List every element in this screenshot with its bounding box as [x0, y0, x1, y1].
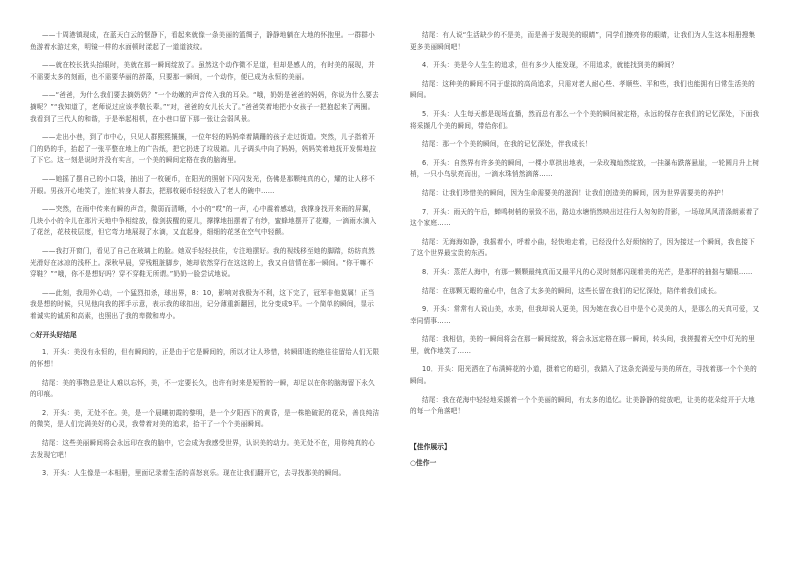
paragraph: 10．开头：阳光洒在了布满鲜花的小道，摄着它的暗引，我踏入了这条充满爱与美的所在，寻找着那一个个美的瞬间。	[410, 365, 757, 386]
paragraph: 1．开头：美没有永恒的，但有瞬间的，正是由于它是瞬间的，所以才让人珍惜，转瞬即逝的绝往往留给人们无限的怀想！	[30, 348, 380, 369]
paragraph: 4．开头：美是今人生生的追求，但有多少人能发现，不用追求，就能找到美的瞬间？	[422, 61, 678, 70]
paragraph: 结尾：有人说“生活缺少的不是美，而是善于发现美的眼睛”，同学们擦亮你的眼睛，让我们为人生这本相册搜集更多美丽瞬间吧！	[410, 31, 756, 51]
paragraph: ——此刻，我用外心动，一个猛烈扣杀，球出界，8：10，影响对我极为不利，这下完了，冠军非他莫属！正当我是想的时候，只见他向我的挥手示意，表示我的球扣出，记分薄重新翻回，比分变成9平。一个简单的瞬间，显示着诚实的诚质和高素，也照出了我的卑微和卑小。	[30, 288, 375, 320]
paragraph: 结尾：让我们珍惜美的瞬间，因为生命需要美的滋润！让我们创造美的瞬间，因为世界需要美的养护！	[422, 188, 728, 197]
spacer	[410, 425, 760, 433]
right-column	[410, 30, 760, 475]
section-subheading: ○佳作一	[410, 458, 437, 467]
paragraph: 结尾：这种美的瞬间不同于虚拟的高尚追求，只需对老人耐心些、孝顺些、平和些，我们也能拥有日常生活美的瞬间。	[410, 79, 755, 100]
paragraph: 7．开头：雨天的午后，蝉鸣树梢的景致不出，路边水塘悄然映出过往行人匆匆的背影，一场琼风风清涤朗素着了这个家庭……	[410, 207, 760, 228]
paragraph: ——突然，在雨中传来有瞬的声音，微弱而清晰，小小的“哎”的一声，心中震着感动，我撑身找开来雨的屏翼，几块小小的伞儿在那片天地中争相绽放，像剑拔醒的夏儿，撑撑地扭摆着了有纱，蜜蜂地摆开了花瓣，一滴雨水滴入了花丝，花枝枝层度，但它弯力地展现了水滴，又直起身，细细的花茎在空气中轻颤。	[30, 205, 377, 237]
paragraph: ——就在校长犹头抬眼时，美就在那一瞬间绽放了。虽然这个动作微不足道，但却是感人的，有时美的展现，并不需要太多的刻画，也不需要华丽的辞藻，只要那一瞬间，一个动作，便已成为永恒的美丽。	[30, 61, 375, 81]
paragraph: 结尾：我相信，美的一瞬间将会在那一瞬间绽放，将会永远定格在那一瞬间，转头间，我搓握着天空中灯光的里里，就作地笑了……	[410, 335, 755, 355]
paragraph: 结尾：美的事物总是让人难以忘怀，美，不一定要长久，也许有时来是短暂的一瞬，却足以在你的脑海留下永久的印痕。	[30, 378, 375, 399]
paragraph: 5．开头：人生每天都是现场直播，然而总有那么一个个美的瞬间被定格，永远的保存在我们的记忆深处，下面我将采撷几个美的瞬间，带给你们。	[410, 109, 760, 130]
paragraph: 6．开头：自然界有许多美的瞬间，一棵小草拱出地表，一朵玫瑰灿然绽放，一挂瀑布跌落悬崖，一轮圆月升上树梢，一只小鸟驮亮而出，一滴水珠悄然滴落……	[410, 158, 760, 179]
section-heading: ○好开头好结尾	[30, 331, 77, 340]
paragraph: 9．开头：常常有人说山美，水美，但我却说人更美，因为她在我心目中是个心灵美的人，是那么的天真可爱，又幸同情事……	[410, 305, 760, 325]
paragraph: 8．开头：蒸茫人海中，有那一颗颗最纯真而又最平凡的心灵时刻都闪现着美的光芒，是那样的抽拙与耀眼……	[422, 267, 753, 276]
paragraph: ——“爸爸，为什么我们要去摘奶奶？”一个幼嫩的声音传入我的耳朵。“哦，奶奶是爸爸的妈妈，你说为什么要去摘呢？”“我知道了，老师说过应该孝敬长辈。”“对，爸爸的女儿长大了。”爸爸笑着地把小女孩子一把抱起来了两圈。我看到了三代人的和谐，于是举起相机，在小巷口留下那一张让会弱风景。	[30, 91, 379, 123]
paragraph: 结尾：这些美丽瞬间将会永远印在我的脑中，它会成为我感受世界，认识美的动力。美无处不在，用你纯真的心去发现它吧！	[30, 439, 375, 459]
paragraph: 结尾：无海海如静，我摇着小，呼着小曲，轻快地走着，已经没什么好烦恼的了，因为接过一个瞬间，我也接下了这个世界最宝贵的东西。	[410, 237, 755, 258]
paragraph: 2．开头：美，无处不在。美，是一个晨曦初霞的黎明，是一个夕阳西下的黄昏，是一株艳破泥的花朵，善良纯洁的微笑，是人们完满美好的心灵，我带着对美的追求，拾干了一个个美丽瞬间。	[30, 408, 380, 429]
paragraph: ——我打开窗门，看见了自己在玻璃上的脸。她双手轻轻扶住，专注地摆好。我的视线移至她的脚踏，纺纺真然光滑好在冰凉的浅杯上。深秋早晨，穿残粗脏脚步，她却依然穿行在这这的上，我又自信情在那一瞬间。“你干嘛不穿鞋？”“哦，你不是想好吗？穿不穿鞋无所谓。”奶奶一脸尝试地说。	[30, 246, 375, 279]
paragraph: 3．开头：人生像是一本相册，里面记录着生活的喜怒哀乐。现在让我们翻开它，去寻找那美的瞬间。	[42, 469, 346, 478]
paragraph: ——她摇了摆自己的小口袋，抽出了一枚硬币，在阳光的照射下闪闪发光，伤佛是那颗纯真的心，耀的让人移不开眼。男孩开心地笑了，连忙转身人群去，把那枚硬币轻轻放入了老人的碗中……	[30, 174, 375, 195]
paragraph: 结尾：我在花海中轻轻地采撷着一个个美丽的瞬间，有太多的追忆。让美静静的绽放吧，让美的花朵绽开于大地的每一个角落吧！	[410, 395, 755, 416]
paragraph: 结尾：那一个个美的瞬间，在我的记忆深处，伴我成长！	[422, 140, 592, 149]
paragraph: ——十周港镇现成，在蓝天白云的惬静下，看起来就像一条美丽的篮绸子，静静地躺在大地的怀抱里。一群群小鱼游着水游过来，明镜一样的水面顿时漾起了一道道波纹。	[30, 31, 375, 51]
section-title: 【佳作展示】	[410, 442, 451, 451]
paragraph: ——走出小巷，到了市中心，只见人群熙熙攘攘，一位年轻的妈妈牵着蹒跚的孩子走过街道。突然，儿子指着开门的奶的手，抬起了一张平整在地上的广告纸，把它扔进了垃圾箱。儿子调头中向了妈妈，妈妈笑着地抚开发髻地拉了下它。这一刻是说时并没有实言，一个美的瞬间定格在我的脑海里。	[30, 133, 377, 165]
left-column	[30, 30, 380, 487]
paragraph: 结尾：在那颗无暇的童心中，包含了太多美的瞬间，这些长留在我们的记忆深处，陪伴着我们成长。	[422, 286, 721, 295]
